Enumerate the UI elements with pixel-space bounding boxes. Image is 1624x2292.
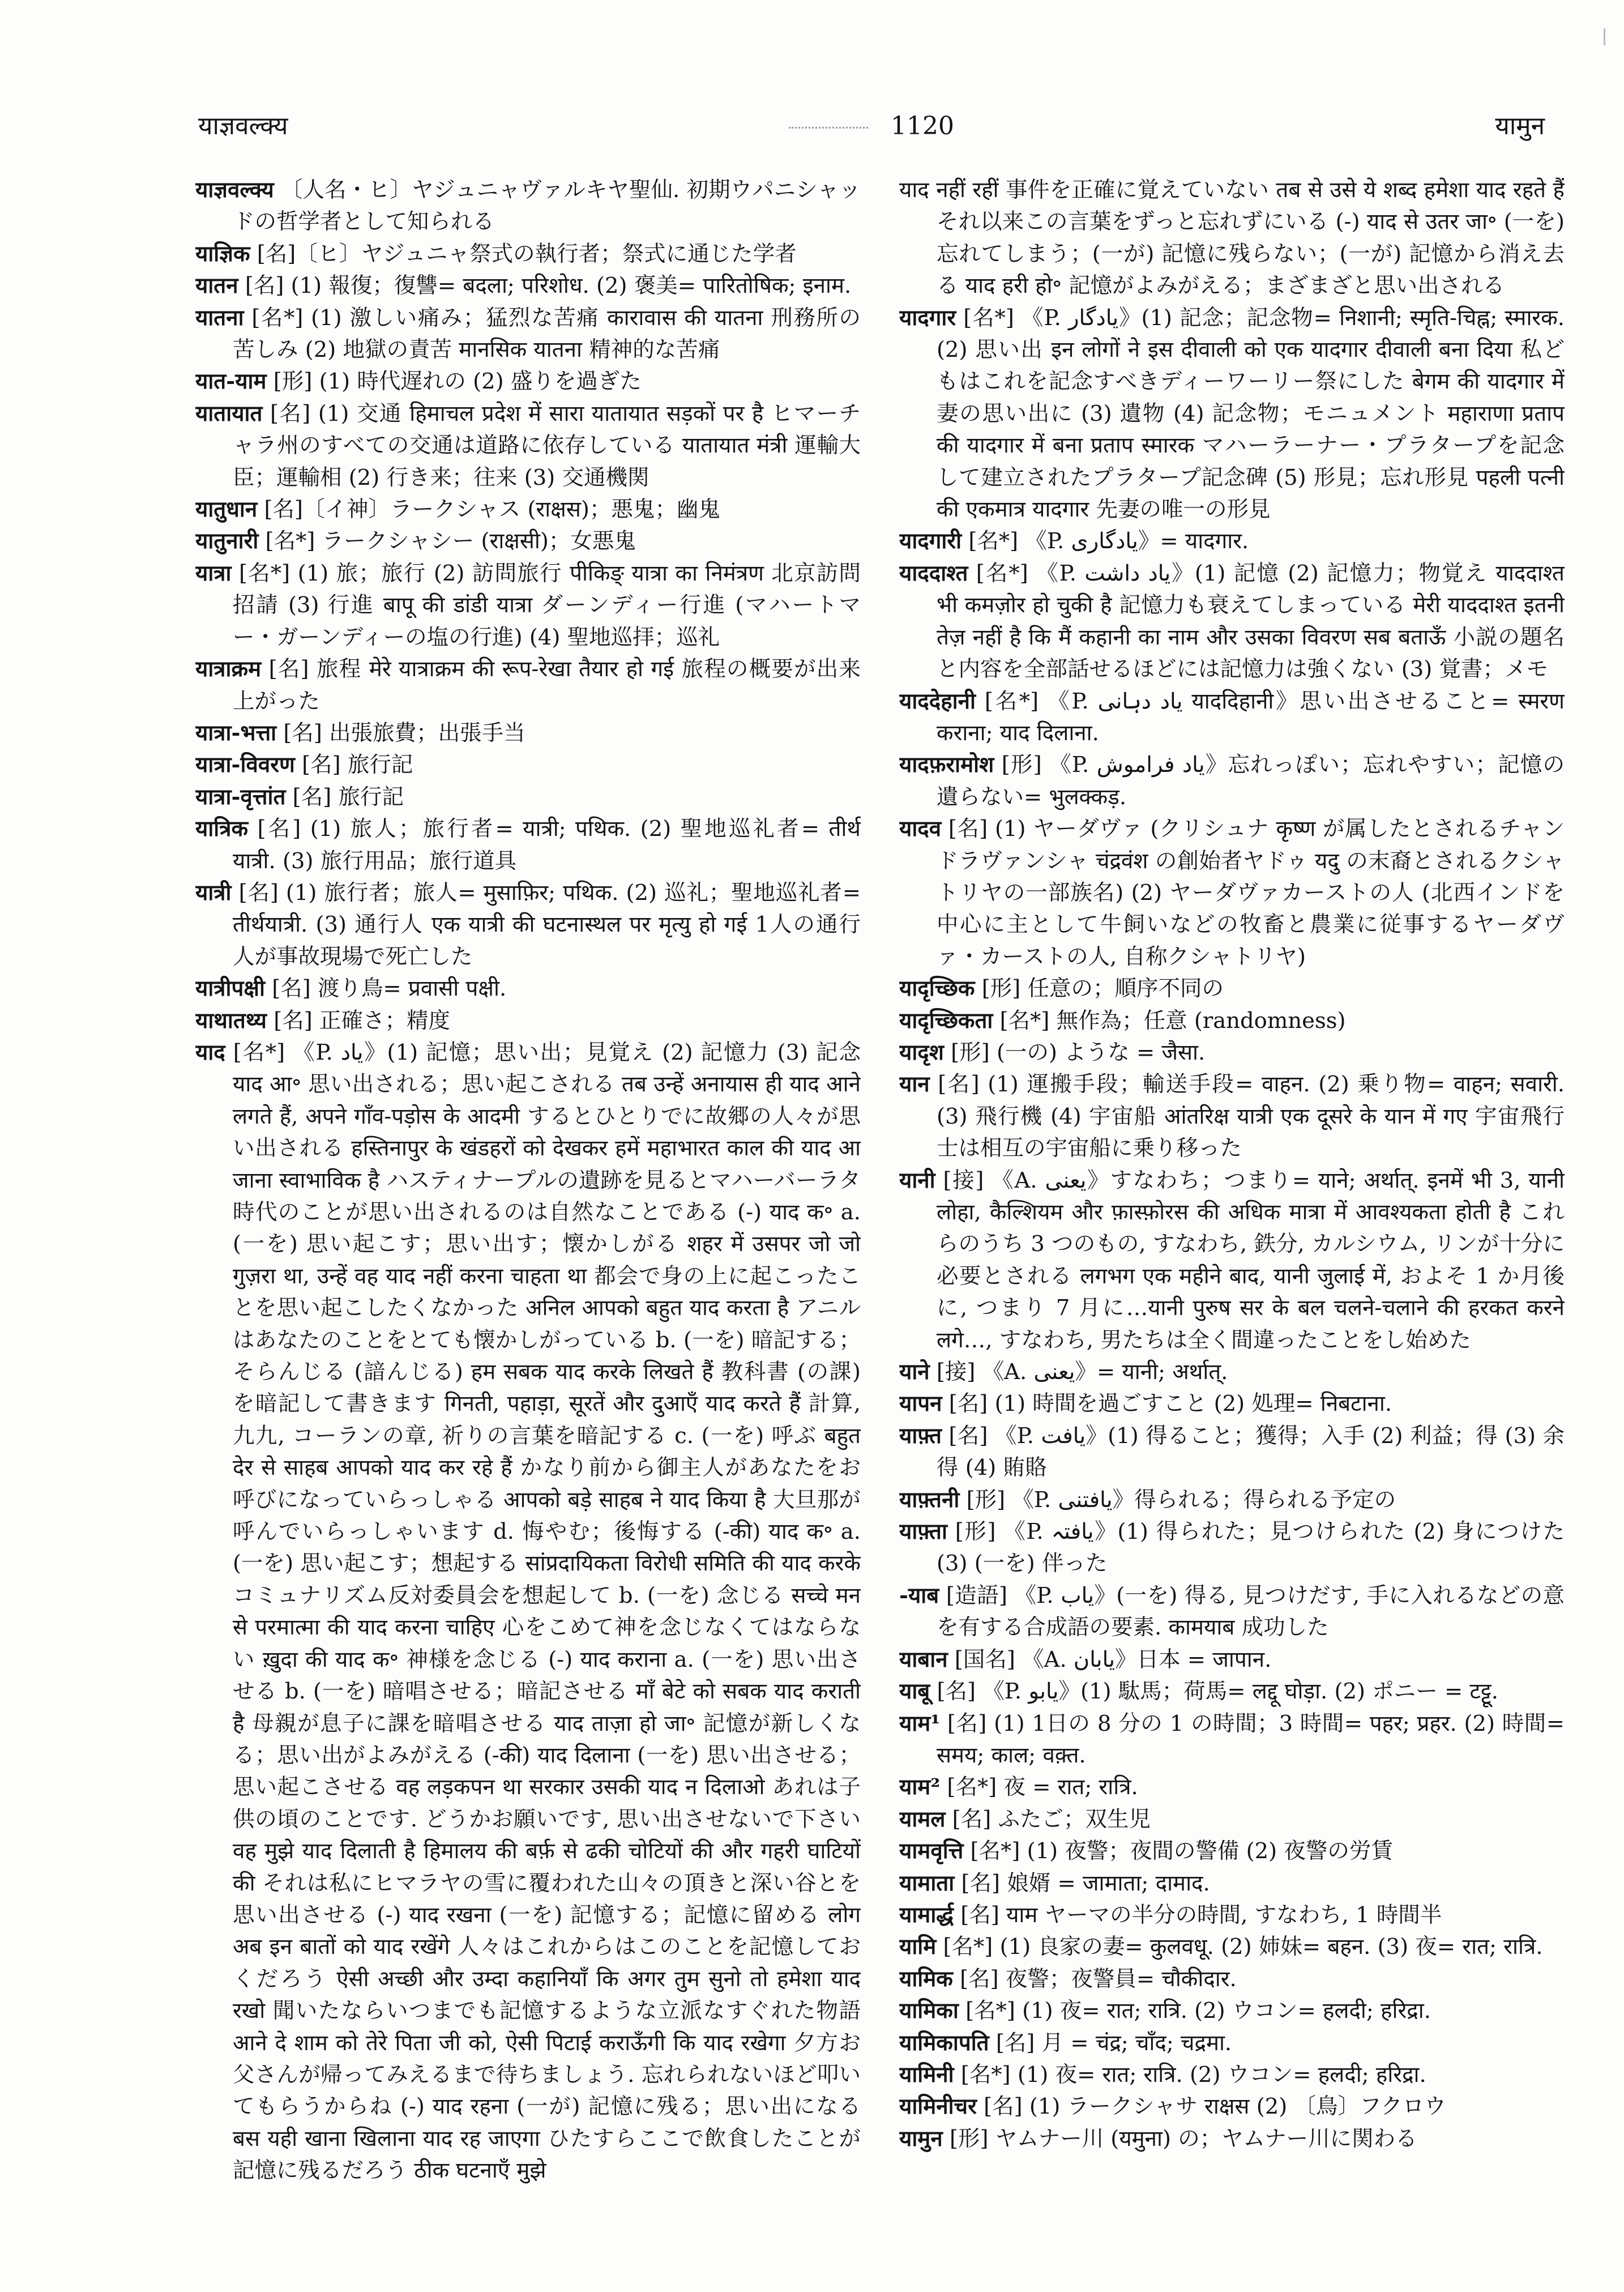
entry-headword: याने — [899, 1359, 930, 1385]
entry-headword: यात्री — [195, 880, 232, 906]
entry-definition: [名*] (1) 良家の妻= कुलवधू. (2) 姉妹= बहन. (3) 夜= रात; रात्रि. — [936, 1934, 1543, 1960]
dictionary-entry — [899, 558, 1565, 686]
dictionary-entry — [195, 494, 861, 526]
entry-definition: [名] 《P. یافت》(1) 得ること；獲得；入手 (2) 利益；得 (3) 余得 (4) 賄賂 — [937, 1423, 1565, 1481]
scan-edge-mark — [1604, 28, 1605, 45]
entry-headword: याफ़्त — [899, 1423, 942, 1449]
dictionary-entry — [899, 1484, 1565, 1516]
entry-definition: [名*] (1) 旅；旅行 (2) 訪問旅行 पीकिङ् यात्रा का निमंत्रण 北京訪問招請 (3) 行進 बापू की डांडी यात्रा ダーンディー行進 (マハートマー・ガーンディーの塩の行進) (4) 聖地巡拝；巡礼 — [231, 560, 861, 650]
dictionary-entry — [899, 1995, 1565, 2027]
dictionary-entry — [899, 973, 1565, 1005]
entry-definition: [名] (1) 交通 हिमाचल प्रदेश में सारा यातायात सड़कों पर है ヒマーチャラ州のすべての交通は道路に依存している यातायात मंत्री 運輸大臣；運輸相 (2) 行き来；往来 (3) 交通機関 — [233, 400, 861, 490]
dictionary-entry — [195, 749, 861, 781]
entry-definition: [名] ふたご；双生児 — [945, 1806, 1151, 1832]
dictionary-entry — [899, 749, 1565, 813]
entry-headword: याफ़्ता — [899, 1519, 947, 1545]
entry-headword: याज्ञवल्क्य — [195, 177, 274, 203]
entry-definition: [名*] 《P. یادگار》(1) 記念；記念物= निशानी; स्मृति-चिह्न; स्मारक. (2) 思い出 इन लोगों ने इस दीवाली को एक यादगार दीवाली बना दिया 私どもはこれを記念すべきディーワーリー祭にした बेगम की यादगार में 妻の思い出に (3) 遺物 (4) 記念物；モニュメント महाराणा प्रताप की यादगार में बना प्रताप स्मारक マハーラーナー・プラタープを記念して建立されたプラタープ記念碑 (5) 形見；忘れ形見 पहली पत्नी की एकमात्र यादगार 先妻の唯一の形見 — [937, 305, 1565, 523]
dictionary-entry — [899, 2059, 1565, 2091]
entry-definition: [名*] 《P. یادگاری》= यादगार. — [961, 528, 1249, 554]
entry-headword: यामार्द्ध — [899, 1902, 954, 1928]
dictionary-entry — [195, 366, 861, 398]
entry-definition: [名] 旅程 मेरे यात्राक्रम की रूप-रेखा तैयार हो गई 旅程の概要が出来上がった — [233, 656, 861, 714]
entry-definition: [名] 《P. یابو》(1) 駄馬；荷馬= लद्दू घोड़ा. (2) ポニー = टट्टू. — [930, 1679, 1498, 1705]
dictionary-entry — [899, 302, 1565, 526]
dictionary-entry — [195, 238, 861, 270]
dictionary-entry — [899, 1964, 1565, 1995]
entry-headword: यात्रा-वृत्तांत — [195, 784, 286, 810]
entry-headword: यामि — [899, 1934, 937, 1960]
dictionary-entry — [195, 877, 861, 973]
entry-definition: 〔人名・ヒ〕ヤジュニャヴァルキヤ聖仙. 初期ウパニシャッドの哲学者として知られる — [233, 177, 861, 235]
dictionary-entry — [899, 1420, 1565, 1484]
entry-definition: [名*] ラークシャシー (राक्षसी)；女悪鬼 — [258, 528, 636, 554]
dictionary-entry — [899, 1900, 1565, 1931]
dictionary-entry — [899, 1676, 1565, 1708]
entry-definition: [名] (1) 報復；復讐= बदला; परिशोध. (2) 褒美= पारितोषिक; इनाम. — [238, 273, 852, 299]
entry-definition: [名] 娘婿 = जामाता; दामाद. — [954, 1870, 1210, 1896]
entry-headword: यादगार — [899, 305, 956, 331]
entry-headword: यामवृत्ति — [899, 1838, 964, 1864]
entry-headword: यादगारी — [899, 528, 962, 554]
entry-definition: [名*] (1) 夜= रात; रात्रि. (2) ウコン= हलदी; हरिद्रा. — [954, 2061, 1426, 2088]
dictionary-entry — [899, 1388, 1565, 1420]
entry-definition: [名] (1) 旅行者；旅人= मुसाफ़िर; पथिक. (2) 巡礼；聖地巡礼者= तीर्थयात्री. (3) 通行人 एक यात्री की घटनास्थल पर मृत्यु हो गई 1人の通行人が事故現場で死亡した — [231, 880, 861, 970]
dictionary-entry — [195, 813, 861, 877]
left-column — [195, 174, 861, 2259]
entry-definition: [形] ヤムナー川 (यमुना) の；ヤムナー川に関わる — [942, 2125, 1417, 2152]
right-column — [899, 174, 1565, 2259]
entry-headword: -याब — [899, 1582, 939, 1608]
dictionary-entry — [195, 718, 861, 749]
dictionary-entry — [899, 686, 1565, 750]
header-dotted-mark — [789, 127, 868, 129]
entry-headword: यात्रिक — [195, 816, 249, 842]
dictionary-entry — [195, 1037, 861, 2187]
entry-headword: यादृच्छिकता — [899, 1008, 993, 1034]
entry-definition: [形] (1) 時代遅れの (2) 盛りを過ぎた — [266, 369, 642, 395]
entry-headword: यातुधान — [195, 497, 258, 523]
dictionary-entry — [899, 1772, 1565, 1803]
dictionary-entry — [899, 526, 1565, 557]
entry-headword: यादृच्छिक — [899, 976, 975, 1002]
dictionary-entry — [899, 1931, 1565, 1963]
dictionary-entry — [899, 1037, 1565, 1069]
entry-definition: [名] 旅行記 — [285, 784, 404, 810]
entry-headword: यादफ़रामोश — [899, 752, 994, 778]
entry-headword: याज्ञिक — [195, 241, 250, 267]
entry-headword: याम² — [899, 1774, 941, 1800]
dictionary-entry — [899, 1516, 1565, 1580]
entry-headword: यामिनीचर — [899, 2094, 977, 2120]
dictionary-entry — [899, 2028, 1565, 2059]
entry-headword: याम¹ — [899, 1710, 941, 1736]
entry-headword: यात्रीपक्षी — [195, 976, 265, 1002]
entry-headword: यामाता — [899, 1870, 955, 1896]
dictionary-entry — [195, 973, 861, 1005]
entry-headword: याबान — [899, 1646, 948, 1672]
entry-definition: [名] (1) ラークシャサ राक्षस (2) 〔鳥〕フクロウ — [976, 2094, 1446, 2120]
entry-definition: [名] 旅行記 — [294, 752, 413, 778]
dictionary-entry — [899, 1005, 1565, 1037]
entry-headword: याद — [195, 1039, 225, 1065]
dictionary-entry — [899, 1580, 1565, 1644]
dictionary-entry — [195, 526, 861, 557]
entry-headword: यात्राक्रम — [195, 656, 262, 682]
entry-definition: याद नहीं रहीं 事件を正確に覚えていない तब से उसे ये शब्द हमेशा याद रहते हैं それ以来この言葉をずっと忘れずにいる (-) याद से उतर जा॰ (一を) 忘れてしまう；(一が) 記憶に残らない；(一が) 記憶から消え去る याद हरी हो॰ 記憶がよみがえる；まざまざと思い出される — [899, 177, 1565, 299]
entry-definition: [形] 《P. یافتہ》(1) 得られた；見つけられた (2) 身につけた (3) (一を) 伴った — [937, 1519, 1565, 1577]
header-first-headword: याज्ञवल्क्य — [198, 112, 288, 140]
entry-headword: यापन — [899, 1391, 942, 1417]
entry-headword: यामिनी — [899, 2061, 954, 2088]
entry-definition: [接] 《A. یعنی》= यानी; अर्थात्. — [929, 1359, 1228, 1385]
dictionary-entry — [899, 174, 1565, 302]
entry-definition: [名] याम ヤーマの半分の時間, すなわち, 1 時間半 — [954, 1902, 1442, 1928]
entry-definition: [名] (1) 運搬手段；輸送手段= वाहन. (2) 乗り物= वाहन; सवारी. (3) 飛行機 (4) 宇宙船 आंतरिक्ष यात्री एक दूसरे के यान में गए 宇宙飛行士は相互の宇宙船に乗り移った — [929, 1072, 1565, 1162]
dictionary-entry — [195, 558, 861, 654]
page-number-wrapper — [198, 101, 1545, 152]
dictionary-entry — [195, 782, 861, 813]
dictionary-entry — [195, 174, 861, 238]
entry-headword: यातन — [195, 273, 238, 299]
entry-definition: [名*] (1) 夜= रात; रात्रि. (2) ウコン= हलदी; हरिद्रा. — [958, 1998, 1431, 2024]
dictionary-entry — [899, 1868, 1565, 1900]
entry-headword: याबू — [899, 1679, 930, 1705]
entry-definition: [名] (1) 旅人；旅行者= यात्री; पथिक. (2) 聖地巡礼者= तीर्थ यात्री. (3) 旅行用品；旅行道具 — [233, 816, 861, 874]
header-last-headword: यामुन — [1495, 112, 1545, 140]
entry-definition: [名] 月 = चंद्र; चाँद; चद्रमा. — [989, 2030, 1232, 2056]
entry-definition: [名] 出張旅費；出張手当 — [276, 720, 525, 746]
entry-definition: [名] 夜警；夜警員= चौकीदार. — [952, 1966, 1237, 1992]
dictionary-entry — [899, 1708, 1565, 1772]
page-number: 1120 — [891, 112, 954, 140]
dictionary-entry — [195, 654, 861, 718]
entry-headword: यात्रा-भत्ता — [195, 720, 277, 746]
entry-headword: यामिकापति — [899, 2030, 989, 2056]
entry-definition: [名*] 無作為；任意 (randomness) — [993, 1008, 1346, 1034]
entry-definition: [名]〔イ神〕ラークシャス (राक्षस)；悪鬼；幽鬼 — [257, 497, 720, 523]
entry-definition: [造語] 《P. یاب》(一を) 得る, 見つけだす, 手に入れるなどの意を有する合成語の要素. कामयाब 成功した — [937, 1582, 1565, 1641]
dictionary-entry — [899, 813, 1565, 973]
entry-headword: यात्रा-विवरण — [195, 752, 295, 778]
entry-headword: यामल — [899, 1806, 946, 1832]
entry-headword: यादृश — [899, 1039, 944, 1065]
entry-headword: याथातथ्य — [195, 1008, 267, 1034]
dictionary-entry — [899, 2123, 1565, 2155]
entry-definition: [名*] 《P. یاد دہانی याददिहानी》思い出させること= स्मरण कराना; याद दिलाना. — [937, 688, 1565, 746]
page-header — [198, 101, 1545, 152]
dictionary-entry — [899, 1165, 1565, 1356]
entry-definition: [形] (一の) ような = जैसा. — [943, 1039, 1206, 1065]
dictionary-entry — [899, 1069, 1565, 1164]
entry-headword: यातुनारी — [195, 528, 259, 554]
dictionary-entry — [195, 1005, 861, 1037]
dictionary-entry — [195, 270, 861, 302]
entry-headword: यामुन — [899, 2125, 943, 2152]
entry-headword: यामिक — [899, 1966, 953, 1992]
entry-headword: यामिका — [899, 1998, 959, 2024]
entry-definition: [形] 任意の；順序不同の — [975, 976, 1224, 1002]
entry-definition: [名]〔ヒ〕ヤジュニャ祭式の執行者；祭式に通じた学者 — [250, 241, 797, 267]
entry-definition: [名*] 夜 = रात; रात्रि. — [940, 1774, 1138, 1800]
dictionary-entry — [899, 1644, 1565, 1676]
entry-definition: [接] 《A. یعنی》すなわち；つまり= याने; अर्थात्. इनमें भी 3, यानी लोहा, कैल्शियम और फ़ास्फ़ोरस की अधिक मात्रा में आवश्यकता होती है これらのうち 3 つのもの, すなわち, 鉄分, カルシウム, リンが十分に必要とされる लगभग एक महीने बाद, यानी जुलाई में, およそ 1 か月後に, つまり 7 月に…यानी पुरुष सर के बल चलने-चलाने की हरकत करने लगे…, すなわち, 男たちは全く間違ったことをし始めた — [935, 1167, 1565, 1353]
entry-definition: [国名] 《A. یابان》日本 = जापान. — [947, 1646, 1272, 1672]
entry-headword: यादव — [899, 816, 942, 842]
entry-definition: [名] (1) 時間を過ごすこと (2) 処理= निबटाना. — [942, 1391, 1392, 1417]
entry-headword: याददाश्त — [899, 560, 968, 586]
entry-headword: याददेहानी — [899, 688, 976, 714]
entry-definition: [名] (1) 1日の 8 分の 1 の時間；3 時間= पहर; प्रहर. (2) 時間= समय; काल; वक़्त. — [937, 1710, 1565, 1768]
entry-definition: [形] 《P. یافتنی》得られる；得られる予定の — [959, 1487, 1396, 1513]
entry-definition: [名*] (1) 夜警；夜間の警備 (2) 夜警の労賃 — [963, 1838, 1393, 1864]
dictionary-entry — [899, 1836, 1565, 1867]
dictionary-entry — [195, 398, 861, 494]
dictionary-entry — [195, 302, 861, 366]
entry-definition: [名*] 《P. یاد》(1) 記憶；思い出；見覚え (2) 記憶力 (3) 記念 याद आ॰ 思い出される；思い起こされる तब उन्हें अनायास ही याद आने लगते हैं, अपने गाँव-पड़ोस के आदमी するとひとりでに故郷の人々が思い出される हस्तिनापुर के खंडहरों को देखकर हमें महाभारत काल की याद आ जाना स्वाभाविक है ハスティナープルの遺跡を見るとマハーバーラタ時代のことが思い出されるのは自然なことである (-) याद क॰ a. (一を) 思い起こす；思い出す；懐かしがる शहर में उसपर जो जो गुज़रा था, उन्हें वह याद नहीं करना चाहता था 都会で身の上に起こったことを思い起こしたくなかった अनिल आपको बहुत याद करता है アニルはあなたのことをとても懐かしがっている b. (一を) 暗記する；そらんじる (諳んじる) हम सबक याद करके लिखते हैं 教科書 (の課) を暗記して書きます गिनती, पहाड़ा, सूरतें और दुआएँ याद करते हैं 計算, 九九, コーランの章, 祈りの言葉を暗記する c. (一を) 呼ぶ बहुत देर से साहब आपको याद कर रहे हैं かなり前から御主人があなたをお呼びになっていらっしゃる आपको बड़े साहब ने याद किया है 大旦那が呼んでいらっしゃいます d. 悔やむ；後悔する (-की) याद क॰ a. (一を) 思い起こす；想起する सांप्रदायिकता विरोधी समिति की याद करके コミュナリズム反対委員会を想起して b. (一を) 念じる सच्चे मन से परमात्मा की याद करना चाहिए 心をこめて神を念じなくてはならない ख़ुदा की याद क॰ 神様を念じる (-) याद कराना a. (一を) 思い出させる b. (一を) 暗唱させる；暗記させる माँ बेटे को सबक याद कराती है 母親が息子に課を暗唱させる याद ताज़ा हो जा॰ 記憶が新しくなる；思い出がよみがえる (-की) याद दिलाना (一を) 思い出させる；思い起こさせる वह लड़कपन था सरकार उसकी याद न दिलाओ あれは子供の頃のことです. どうかお願いです, 思い出させないで下さい वह मुझे याद दिलाती है हिमालय की बर्फ़ से ढकी चोटियों की और गहरी घाटियों की それは私にヒマラヤの雪に覆われた山々の頂きと深い谷とを思い出させる (-) याद रखना (一を) 記憶する；記憶に留める लोग अब इन बातों को याद रखेंगे 人々はこれからはこのことを記憶しておくだろう ऐसी अच्छी और उम्दा कहानियाँ कि अगर तुम सुनो तो हमेशा याद रखो 聞いたならいつまでも記憶するような立派なすぐれた物語 आने दे शाम को तेरे पिता जी को, ऐसी पिटाई कराऊँगी कि याद रखेगा 夕方お父さんが帰ってみえるまで待ちましょう. 忘れられないほど叩いてもらうからね (-) याद रहना (一が) 記憶に残る；思い出になる बस यही खाना खिलाना याद रह जाएगा ひたすらここで飲食したことが記憶に残るだろう ठीक घटनाएँ मुझे — [225, 1039, 861, 2184]
entry-definition: [名] (1) ヤーダヴァ (クリシュナ कृष्ण が属したとされるチャンドラヴァンシャ चंद्रवंश の創始者ヤドゥ यदु の末裔とされるクシャトリヤの一部族名) (2) ヤーダヴァカーストの人 (北西インドを中心に主として牛飼いなどの牧畜と農業に従事するヤーダヴァ・カーストの人, 自称クシャトリヤ) — [937, 816, 1565, 970]
entry-definition: [名] 正確さ；精度 — [267, 1008, 451, 1034]
entry-headword: याफ़्तनी — [899, 1487, 960, 1513]
entry-headword: यात्रा — [195, 560, 232, 586]
entry-definition: [名*] 《P. یاد داشت》(1) 記憶 (2) 記憶力；物覚え याददाश्त भी कमज़ोर हो चुकी है 記憶力も衰えてしまっている मेरी याददाश्त इतनी तेज़ नहीं है कि मैं कहानी का नाम और उसका विवरण सब बताऊँ 小説の題名と内容を全部話せるほどには記憶力は強くない (3) 覚書；メモ — [937, 560, 1565, 682]
entry-definition: [名*] (1) 激しい痛み；猛烈な苦痛 कारावास की यातना 刑務所の苦しみ (2) 地獄の責苦 मानसिक यातना 精神的な苦痛 — [233, 305, 861, 363]
entry-headword: यात-याम — [195, 369, 267, 395]
entry-headword: यान — [899, 1072, 930, 1098]
entry-definition: [名] 渡り鳥= प्रवासी पक्षी. — [264, 976, 507, 1002]
dictionary-entry — [899, 2091, 1565, 2123]
entry-headword: यातना — [195, 305, 244, 331]
dictionary-entry — [899, 1804, 1565, 1836]
entry-headword: यानी — [899, 1167, 935, 1193]
entry-headword: यातायात — [195, 400, 263, 426]
dictionary-entry — [899, 1356, 1565, 1388]
entry-definition: [形] 《P. یاد فراموش》忘れっぽい；忘れやすい；記憶の遺らない= भुलक्कड़. — [937, 752, 1565, 810]
